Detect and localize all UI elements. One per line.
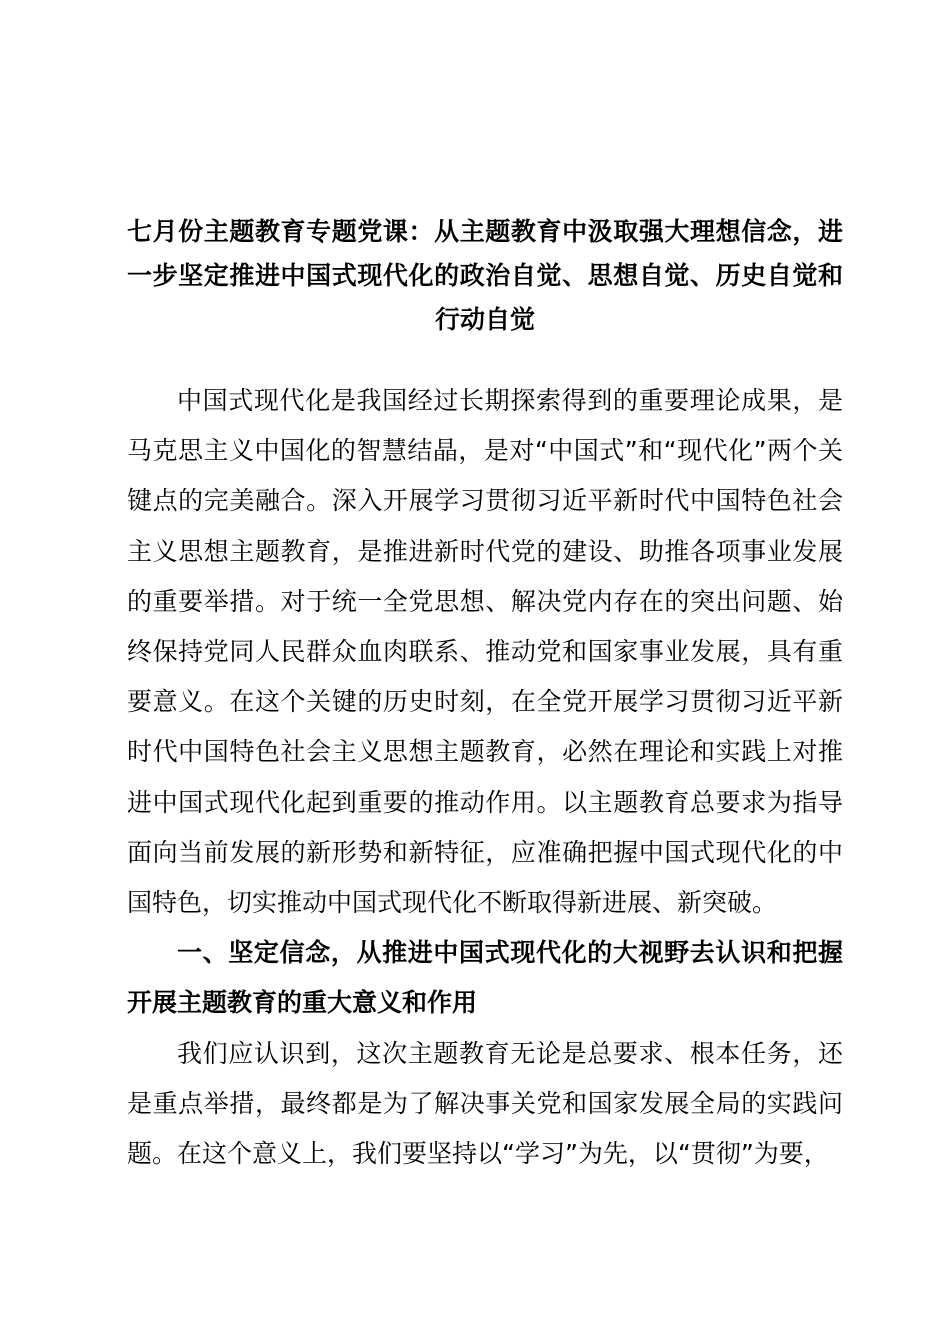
- document-page: [127, 210, 843, 1179]
- section-paragraph: 我们应认识到，这次主题教育无论是总要求、根本任务，还是重点举措，最终都是为了解决事关党和国家发展全局的实践问题。在这个意义上，我们要坚持以“学习”为先，以“贯彻”为要，: [127, 1038, 843, 1169]
- intro-paragraph: 中国式现代化是我国经过长期探索得到的重要理论成果，是马克思主义中国化的智慧结晶，是对“中国式”和“现代化”两个关键点的完美融合。深入开展学习贯彻习近平新时代中国特色社会主义思想主题教育，是推进新时代党的建设、助推各项事业发展的重要举措。对于统一全党思想、解决党内存在的突出问题、始终保持党同人民群众血肉联系、推动党和国家事业发展，具有重要意义。在这个关键的历史时刻，在全党开展学习贯彻习近平新时代中国特色社会主义思想主题教育，必然在理论和实践上对推进中国式现代化起到重要的推动作用。以主题教育总要求为指导面向当前发展的新形势和新特征，应准确把握中国式现代化的中国特色，切实推动中国式现代化不断取得新进展、新突破。: [127, 386, 843, 918]
- document-title: 七月份主题教育专题党课：从主题教育中汲取强大理想信念，进一步坚定推进中国式现代化的政治自觉、思想自觉、历史自觉和行动自觉: [127, 217, 843, 334]
- section-heading: 一、坚定信念，从推进中国式现代化的大视野去认识和把握开展主题教育的重大意义和作用: [127, 938, 843, 1018]
